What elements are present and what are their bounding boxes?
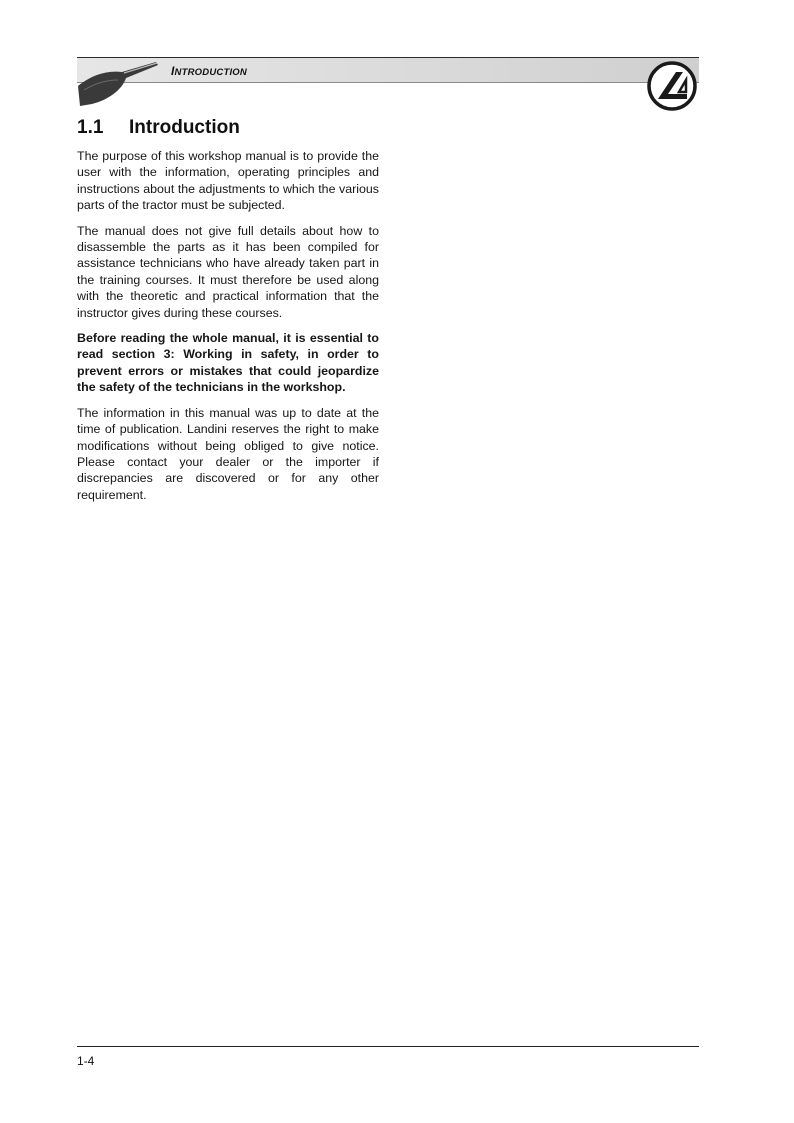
page-number: 1-4 [77, 1054, 95, 1068]
section-number: 1.1 [77, 117, 104, 138]
header-title-initial: I [171, 64, 175, 78]
tool-icon [72, 56, 164, 112]
section-heading [77, 117, 240, 139]
footer-rule [77, 1046, 699, 1047]
paragraph-disclaimer: The information in this manual was up to date at the time of publication. Landini reserves the right to make modifications without being obliged to give notice. Please contact your dealer or the importer if discrepancies are discovered or for any other requirement. [77, 405, 379, 502]
paragraph-safety-warning: Before reading the whole manual, it is essential to read section 3: Working in safety, in order to prevent errors or mistakes that could jeopardize the safety of the technicians in the workshop. [77, 331, 379, 395]
landini-logo [646, 60, 698, 112]
body-text [77, 148, 379, 512]
header-section-title [171, 64, 247, 78]
paragraph-scope: The manual does not give full details about how to disassemble the parts as it has been compiled for assistance technicians who have already taken part in the training courses. It must therefore be used along with the theoretic and practical information that the instructor gives during these courses. [77, 223, 379, 320]
header-title-rest: NTRODUCTION [174, 67, 247, 78]
section-title: Introduction [129, 117, 240, 138]
paragraph-purpose: The purpose of this workshop manual is to provide the user with the information, operating principles and instructions about the adjustments to which the various parts of the tractor must be subjected. [77, 149, 379, 213]
